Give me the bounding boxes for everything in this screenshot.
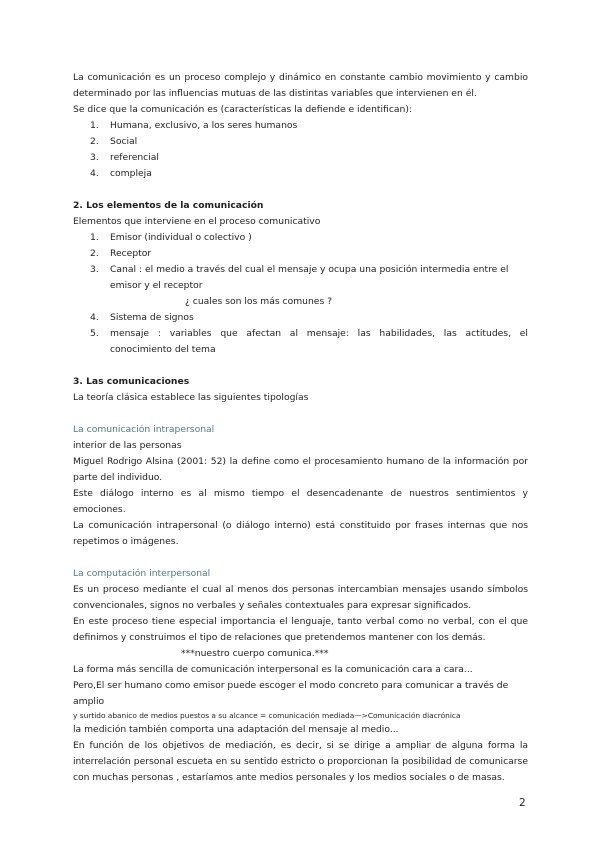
paragraph: interior de las personas: [73, 440, 182, 451]
page-content: [73, 70, 528, 786]
list-text: Emisor (individual o colectivo ): [110, 232, 252, 243]
list-item: [73, 262, 528, 294]
list-number: 4.: [90, 168, 99, 179]
list-item-note: [73, 294, 528, 310]
list-text: Receptor: [110, 248, 152, 259]
list-item: [73, 326, 528, 358]
list-number: 4.: [90, 312, 99, 323]
section-intro: La teoría clásica establece las siguientes tipologías: [73, 392, 309, 403]
list-item: [73, 134, 528, 150]
characteristics-list: [73, 118, 528, 182]
paragraph: Este diálogo interno es al mismo tiempo el desencadenante de nuestros sentimientos y emociones.: [73, 488, 528, 515]
paragraph: Es un proceso mediante el cual al menos dos personas intercambian mensajes usando símbolos convencionales, signos no verbales y señales contextuales para expresar significados.: [73, 584, 528, 611]
body-note: ***nuestro cuerpo comunica.***: [181, 648, 329, 659]
subsection-title: La comunicación intrapersonal: [73, 424, 215, 435]
subsection-title: La computación interpersonal: [73, 568, 211, 579]
list-number: 2.: [90, 136, 99, 147]
paragraph: En función de los objetivos de mediación, es decir, si se dirige a ampliar de alguna forma la interrelación personal escueta en su sentido estricto o proporcionan la posibilidad de comunicarse con muchas personas , estaríamos ante medios personales y los medios sociales o de masas.: [73, 740, 528, 783]
section-heading: 3. Las comunicaciones: [73, 376, 190, 387]
list-item: [73, 310, 528, 326]
page-number: 2: [519, 797, 526, 809]
list-number: 2.: [90, 248, 99, 259]
list-text: Sistema de signos: [110, 312, 194, 323]
elements-list: [73, 230, 528, 358]
list-item: [73, 118, 528, 134]
list-text: Canal : el medio a través del cual el mensaje y ocupa una posición intermedia entre el emisor y el receptor: [110, 264, 509, 291]
small-note: y surtido abanico de medios puestos a su alcance = comunicación mediada—>Comunicación diacrónica: [73, 711, 461, 720]
paragraph: La forma más sencilla de comunicación interpersonal es la comunicación cara a cara...: [73, 664, 473, 675]
canal-question: ¿ cuales son los más comunes ?: [185, 296, 333, 307]
intro-characteristics-line: Se dice que la comunicación es (características la defiende e identifican):: [73, 104, 413, 115]
list-item: [73, 150, 528, 166]
list-number: 1.: [90, 120, 99, 131]
list-text: referencial: [110, 152, 159, 163]
paragraph: En este proceso tiene especial importancia el lenguaje, tanto verbal como no verbal, con el que definimos y construimos el tipo de relaciones que pretendemos mantener con los demás.: [73, 616, 528, 643]
list-number: 3.: [90, 152, 99, 163]
paragraph: La comunicación intrapersonal (o diálogo interno) está constituido por frases internas que nos repetimos o imágenes.: [73, 520, 528, 547]
list-number: 3.: [90, 264, 99, 275]
section-heading: 2. Los elementos de la comunicación: [73, 200, 264, 211]
list-text: Social: [110, 136, 138, 147]
list-item: [73, 246, 528, 262]
list-item: [73, 166, 528, 182]
list-text: mensaje : variables que afectan al mensaje: las habilidades, las actitudes, el conocimiento del tema: [110, 328, 528, 355]
section-intro: Elementos que interviene en el proceso comunicativo: [73, 216, 321, 227]
list-number: 5.: [90, 328, 99, 339]
list-item: [73, 230, 528, 246]
list-text: compleja: [110, 168, 152, 179]
paragraph: Pero,El ser humano como emisor puede escoger el modo concreto para comunicar a través de amplio: [73, 680, 509, 707]
paragraph: la medición también comporta una adaptación del mensaje al medio...: [73, 724, 399, 735]
paragraph: Miguel Rodrigo Alsina (2001: 52) la define como el procesamiento humano de la información por parte del individuo.: [73, 456, 528, 483]
list-number: 1.: [90, 232, 99, 243]
intro-paragraph: La comunicación es un proceso complejo y dinámico en constante cambio movimiento y cambio determinado por las influencias mutuas de las distintas variables que intervienen en él.: [73, 72, 528, 99]
list-text: Humana, exclusivo, a los seres humanos: [110, 120, 298, 131]
